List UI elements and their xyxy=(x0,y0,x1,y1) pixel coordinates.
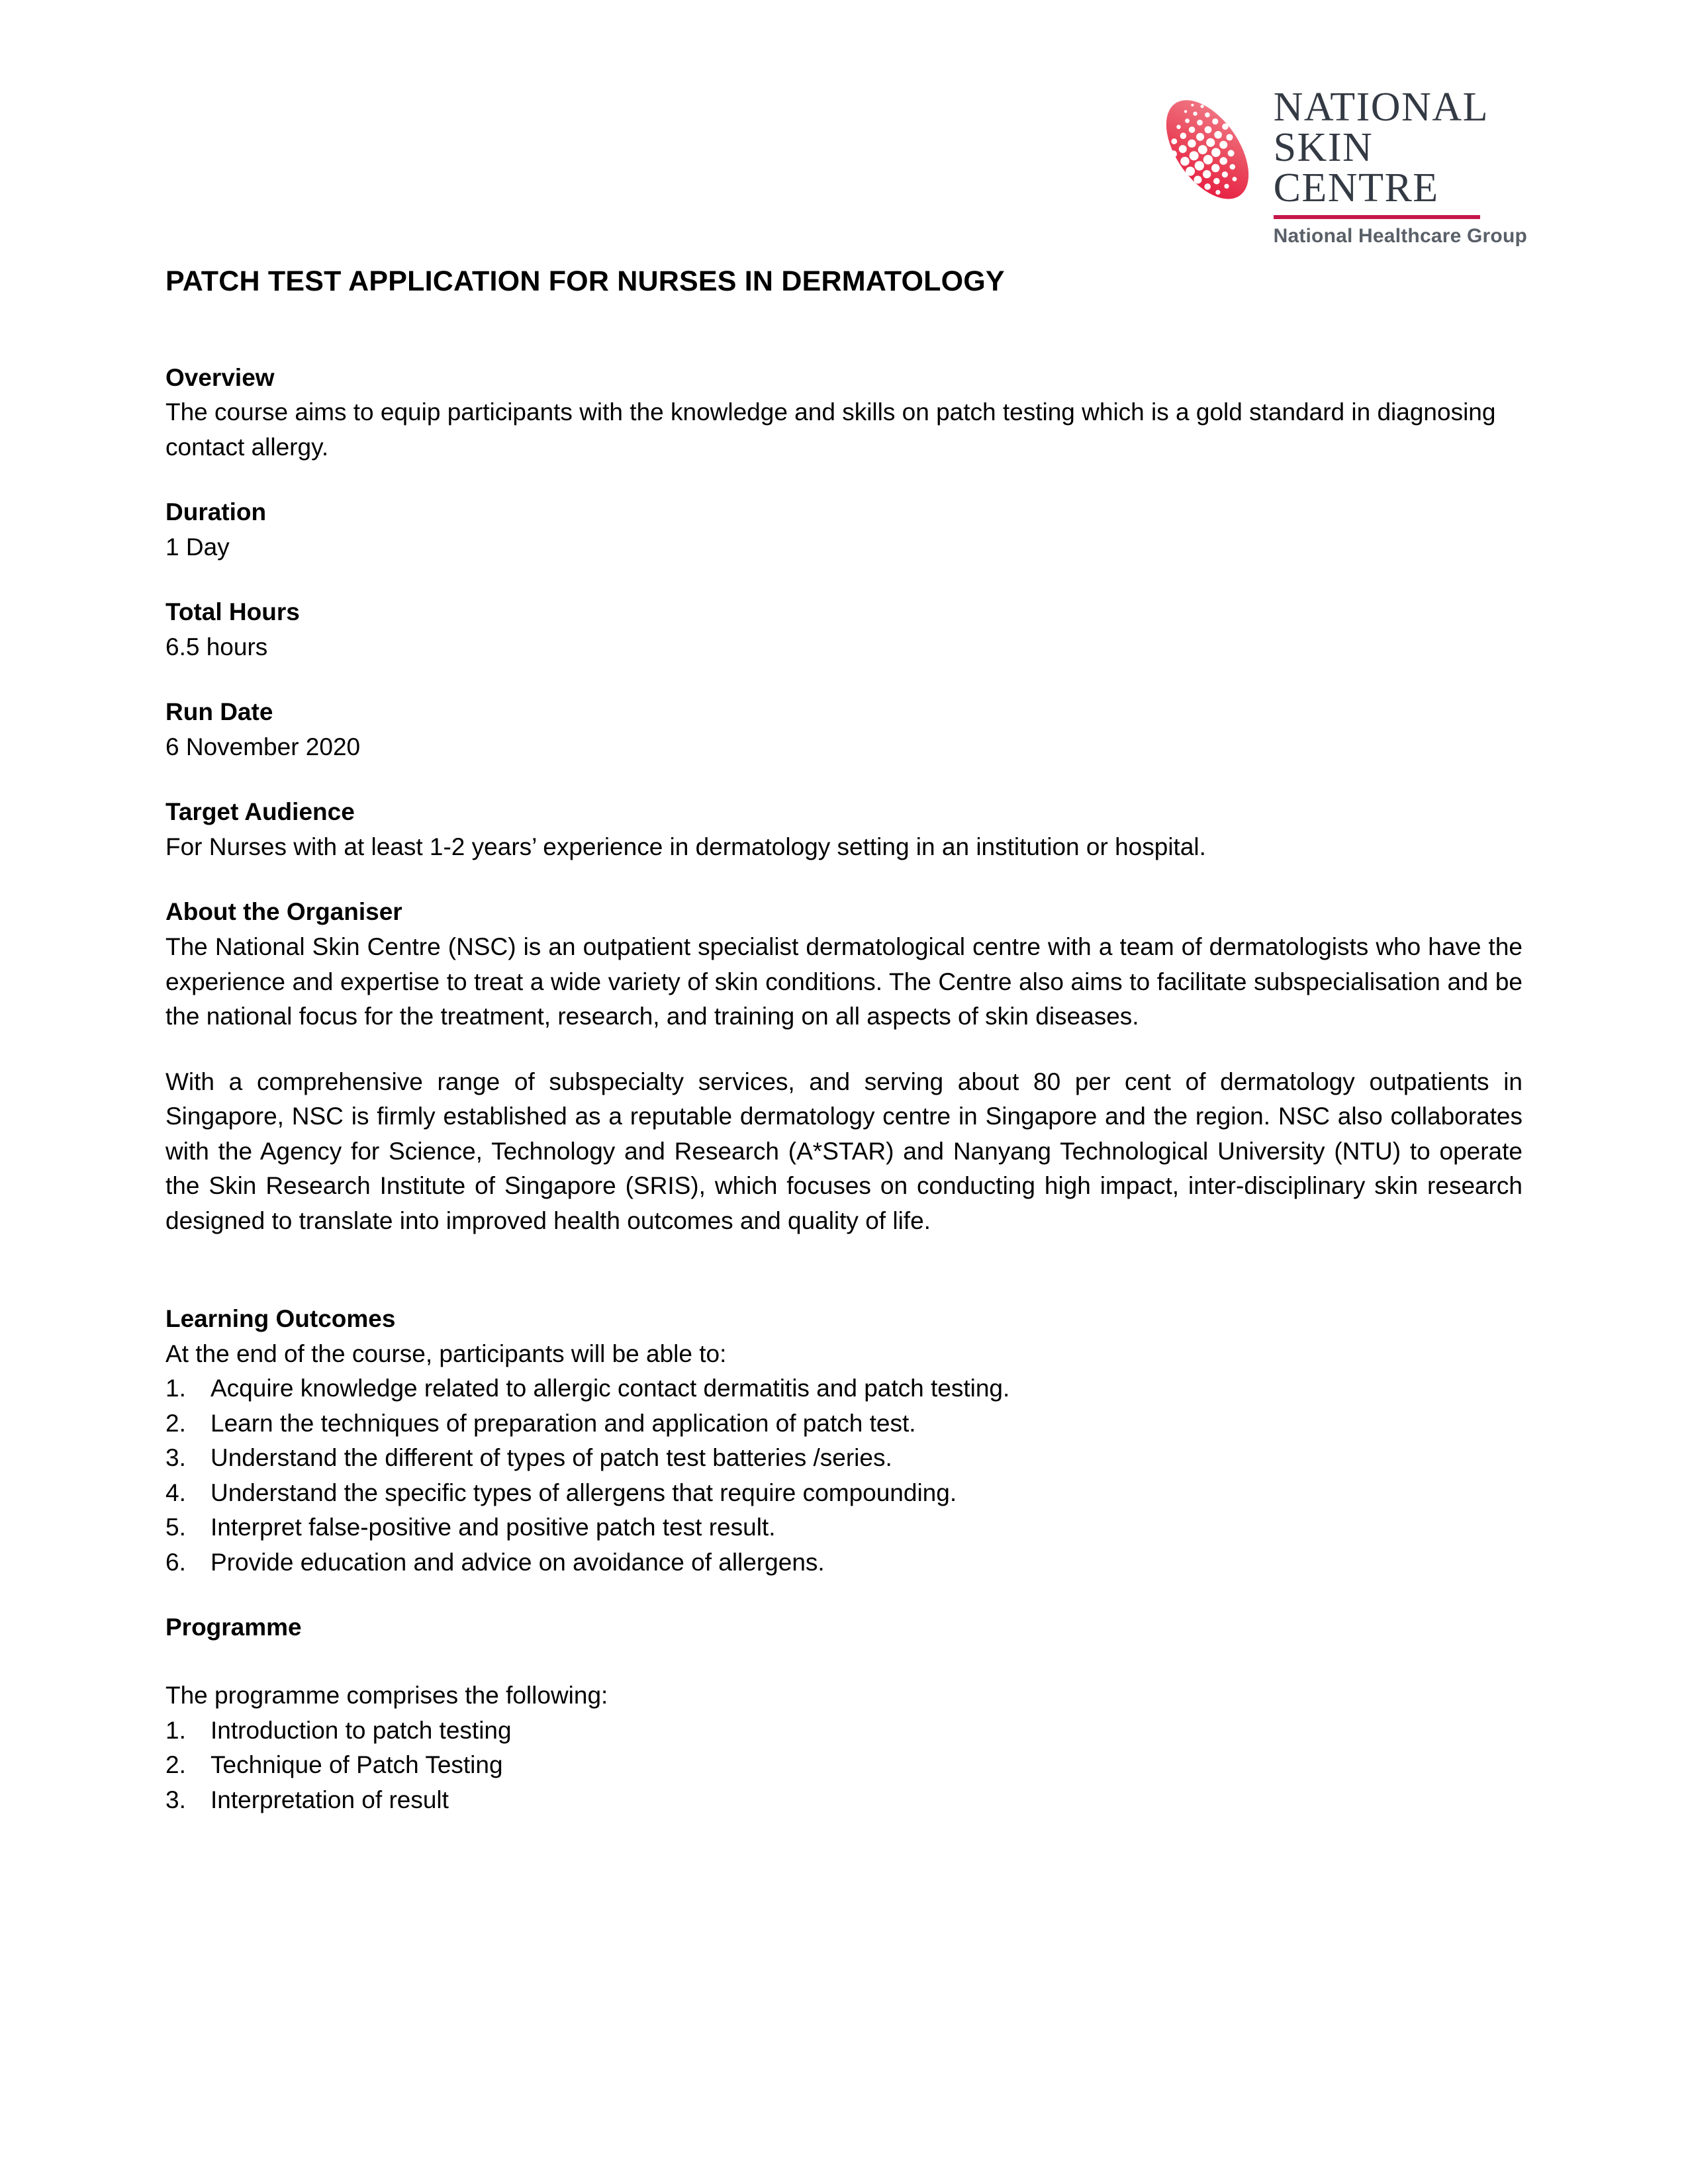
document-body xyxy=(165,265,1523,1848)
spacer xyxy=(165,1645,1523,1678)
section-duration xyxy=(165,495,1523,565)
list-item-label: Interpretation of result xyxy=(211,1786,449,1813)
overview-body: The course aims to equip participants with the knowledge and skills on patch testing which is a gold standard in diagnosing contact allergy. xyxy=(165,398,1496,461)
spacer xyxy=(165,1269,1523,1302)
overview-heading: Overview xyxy=(165,363,275,391)
list-item-number: 5. xyxy=(165,1514,186,1541)
list-item xyxy=(165,1371,1523,1406)
programme-heading: Programme xyxy=(165,1614,302,1641)
duration-body: 1 Day xyxy=(165,533,230,561)
target-audience-body: For Nurses with at least 1-2 years’ experience in dermatology setting in an institution or hospital. xyxy=(165,833,1206,860)
run-date-body: 6 November 2020 xyxy=(165,733,361,760)
list-item-label: Understand the different of types of patch test batteries /series. xyxy=(211,1444,892,1472)
logo-divider-rule xyxy=(1274,215,1480,219)
section-target-audience xyxy=(165,795,1523,864)
list-item xyxy=(165,1441,1523,1476)
list-item xyxy=(165,1406,1523,1441)
duration-heading: Duration xyxy=(165,498,267,526)
list-item-number: 2. xyxy=(165,1751,186,1779)
programme-list xyxy=(165,1713,1523,1818)
list-item-number: 1. xyxy=(165,1716,186,1744)
section-programme xyxy=(165,1610,1523,1817)
target-audience-heading: Target Audience xyxy=(165,798,355,826)
about-organiser-paragraph-2: With a comprehensive range of subspecialty services, and serving about 80 per cent of dermatology outpatients in Singapore, NSC is firmly established as a reputable dermatology centre in Singapore and the region. NSC also collaborates with the Agency for Science, Technology and Research (A*STAR) and Nanyang Technological University (NTU) to operate the Skin Research Institute of Singapore (SRIS), which focuses on conducting high impact, inter-disciplinary skin research designed to translate into improved health outcomes and quality of life. xyxy=(165,1068,1523,1234)
section-about-organiser xyxy=(165,895,1523,1238)
list-item-number: 6. xyxy=(165,1548,186,1576)
about-organiser-heading: About the Organiser xyxy=(165,898,402,926)
run-date-heading: Run Date xyxy=(165,698,273,726)
section-total-hours xyxy=(165,595,1523,664)
list-item-label: Introduction to patch testing xyxy=(211,1716,512,1744)
logo-tagline: National Healthcare Group xyxy=(1273,225,1527,248)
list-item-number: 1. xyxy=(165,1375,186,1402)
section-overview xyxy=(165,361,1523,465)
list-item-label: Provide education and advice on avoidance of allergens. xyxy=(211,1548,825,1576)
list-item-label: Understand the specific types of allergens that require compounding. xyxy=(211,1479,957,1506)
learning-outcomes-intro: At the end of the course, participants will be able to: xyxy=(165,1340,727,1367)
logo-line-centre: CENTRE xyxy=(1273,165,1439,210)
total-hours-heading: Total Hours xyxy=(165,598,300,626)
list-item-label: Technique of Patch Testing xyxy=(211,1751,503,1779)
list-item xyxy=(165,1510,1523,1545)
logo-line-skin: SKIN xyxy=(1273,124,1374,170)
list-item-label: Interpret false-positive and positive patch test result. xyxy=(211,1514,776,1541)
learning-outcomes-heading: Learning Outcomes xyxy=(165,1305,396,1333)
list-item-number: 2. xyxy=(165,1409,186,1437)
programme-intro: The programme comprises the following: xyxy=(165,1682,608,1709)
learning-outcomes-list xyxy=(165,1371,1523,1580)
list-item-label: Learn the techniques of preparation and application of patch test. xyxy=(211,1409,916,1437)
list-item xyxy=(165,1476,1523,1511)
list-item-number: 3. xyxy=(165,1786,186,1813)
list-item xyxy=(165,1748,1523,1783)
list-item-number: 4. xyxy=(165,1479,186,1506)
page-title: PATCH TEST APPLICATION FOR NURSES IN DERMATOLOGY xyxy=(165,265,1005,297)
about-organiser-paragraph-1: The National Skin Centre (NSC) is an outpatient specialist dermatological centre with a team of dermatologists who have the experience and expertise to treat a wide variety of skin conditions. The Centre also aims to facilitate subspecialisation and be the national focus for the treatment, research, and training on all aspects of skin diseases. xyxy=(165,933,1523,1030)
section-learning-outcomes xyxy=(165,1302,1523,1580)
logo-line-national: NATIONAL xyxy=(1273,85,1489,130)
section-run-date xyxy=(165,695,1523,764)
list-item xyxy=(165,1783,1523,1818)
list-item xyxy=(165,1545,1523,1580)
logo-wordmark xyxy=(1274,85,1527,248)
list-item xyxy=(165,1713,1523,1749)
nsc-halftone-ellipse-icon xyxy=(1150,91,1264,208)
national-skin-centre-logo xyxy=(1150,85,1527,248)
list-item-number: 3. xyxy=(165,1444,186,1472)
total-hours-body: 6.5 hours xyxy=(165,633,268,660)
list-item-label: Acquire knowledge related to allergic contact dermatitis and patch testing. xyxy=(211,1375,1010,1402)
